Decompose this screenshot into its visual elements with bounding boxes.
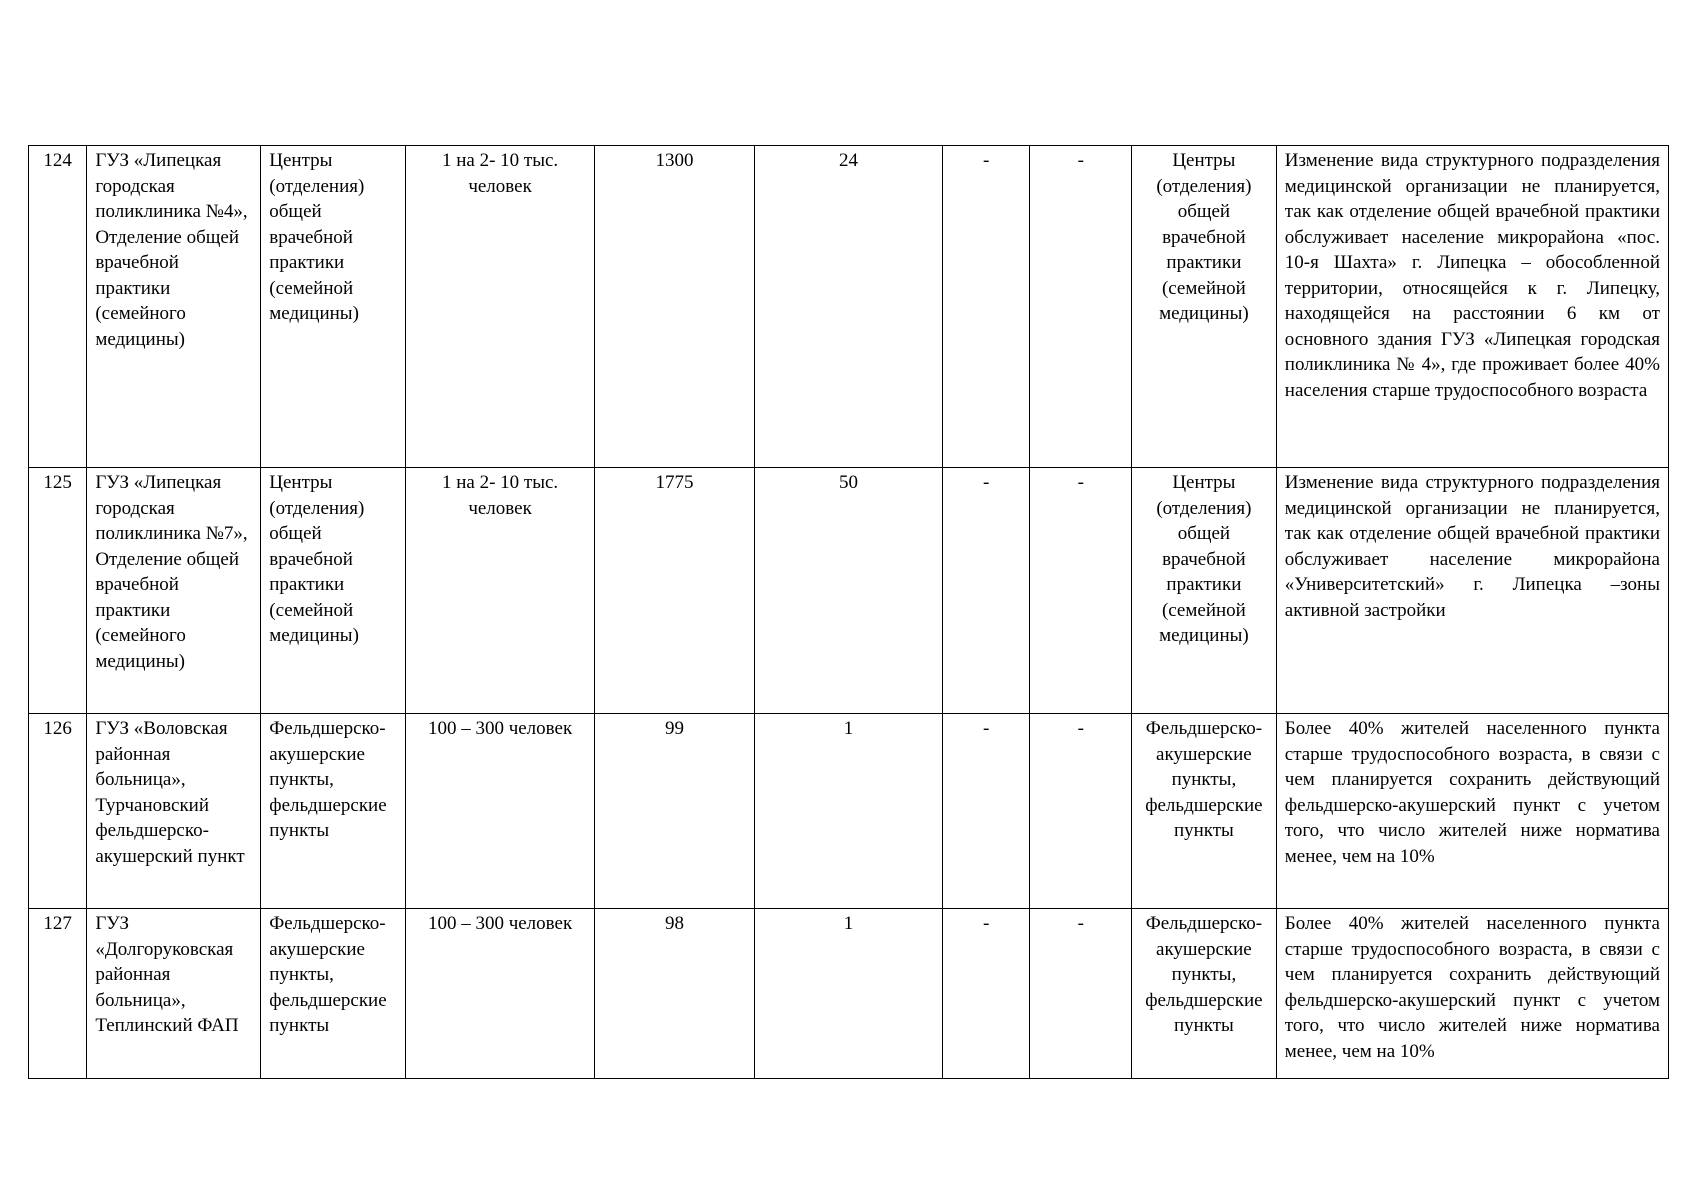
population: 98: [595, 909, 755, 1079]
unit-type: Центры (отделения) общей врачебной практики (семейной медицины): [261, 468, 406, 714]
dash-cell: -: [942, 146, 1029, 468]
distance: 1: [754, 714, 942, 909]
planned-unit-type: Фельдшерско-акушерские пункты, фельдшерские пункты: [1132, 909, 1277, 1079]
table-row: [29, 909, 1669, 1079]
row-number: 124: [29, 146, 87, 468]
unit-type: Фельдшерско-акушерские пункты, фельдшерские пункты: [261, 714, 406, 909]
unit-type: Фельдшерско-акушерские пункты, фельдшерские пункты: [261, 909, 406, 1079]
justification: Изменение вида структурного подразделения медицинской организации не планируется, так как отделение общей врачебной практики обслуживает население микрорайона «Университетский» г. Липецка –зоны активной застройки: [1276, 468, 1668, 714]
population: 99: [595, 714, 755, 909]
dash-cell: -: [1030, 468, 1132, 714]
norm: 100 – 300 человек: [406, 714, 595, 909]
unit-type: Центры (отделения) общей врачебной практики (семейной медицины): [261, 146, 406, 468]
organization-name: ГУЗ «Долгоруковская районная больница», Теплинский ФАП: [87, 909, 261, 1079]
distance: 1: [754, 909, 942, 1079]
table-row: [29, 714, 1669, 909]
facilities-table: [28, 145, 1669, 1079]
distance: 50: [754, 468, 942, 714]
justification: Более 40% жителей населенного пункта старше трудоспособного возраста, в связи с чем планируется сохранить действующий фельдшерско-акушерский пункт с учетом того, что число жителей ниже норматива менее, чем на 10%: [1276, 909, 1668, 1079]
row-number: 127: [29, 909, 87, 1079]
organization-name: ГУЗ «Липецкая городская поликлиника №4», Отделение общей врачебной практики (семейного медицины): [87, 146, 261, 468]
organization-name: ГУЗ «Липецкая городская поликлиника №7», Отделение общей врачебной практики (семейного медицины): [87, 468, 261, 714]
organization-name: ГУЗ «Воловская районная больница», Турчановский фельдшерско-акушерский пункт: [87, 714, 261, 909]
dash-cell: -: [1030, 909, 1132, 1079]
distance: 24: [754, 146, 942, 468]
norm: 100 – 300 человек: [406, 909, 595, 1079]
row-number: 126: [29, 714, 87, 909]
table-row: [29, 468, 1669, 714]
planned-unit-type: Центры (отделения) общей врачебной практики (семейной медицины): [1132, 146, 1277, 468]
population: 1300: [595, 146, 755, 468]
planned-unit-type: Фельдшерско-акушерские пункты, фельдшерские пункты: [1132, 714, 1277, 909]
justification: Изменение вида структурного подразделения медицинской организации не планируется, так как отделение общей врачебной практики обслуживает население микрорайона «пос. 10-я Шахта» г. Липецка – обособленной территории, относящейся к г. Липецку, находящейся на расстоянии 6 км от основного здания ГУЗ «Липецкая городская поликлиника № 4», где проживает более 40% населения старше трудоспособного возраста: [1276, 146, 1668, 468]
dash-cell: -: [942, 714, 1029, 909]
dash-cell: -: [1030, 146, 1132, 468]
justification: Более 40% жителей населенного пункта старше трудоспособного возраста, в связи с чем планируется сохранить действующий фельдшерско-акушерский пункт с учетом того, что число жителей ниже норматива менее, чем на 10%: [1276, 714, 1668, 909]
norm: 1 на 2- 10 тыс. человек: [406, 146, 595, 468]
population: 1775: [595, 468, 755, 714]
norm: 1 на 2- 10 тыс. человек: [406, 468, 595, 714]
table-row: [29, 146, 1669, 468]
planned-unit-type: Центры (отделения) общей врачебной практики (семейной медицины): [1132, 468, 1277, 714]
row-number: 125: [29, 468, 87, 714]
dash-cell: -: [942, 909, 1029, 1079]
dash-cell: -: [942, 468, 1029, 714]
dash-cell: -: [1030, 714, 1132, 909]
